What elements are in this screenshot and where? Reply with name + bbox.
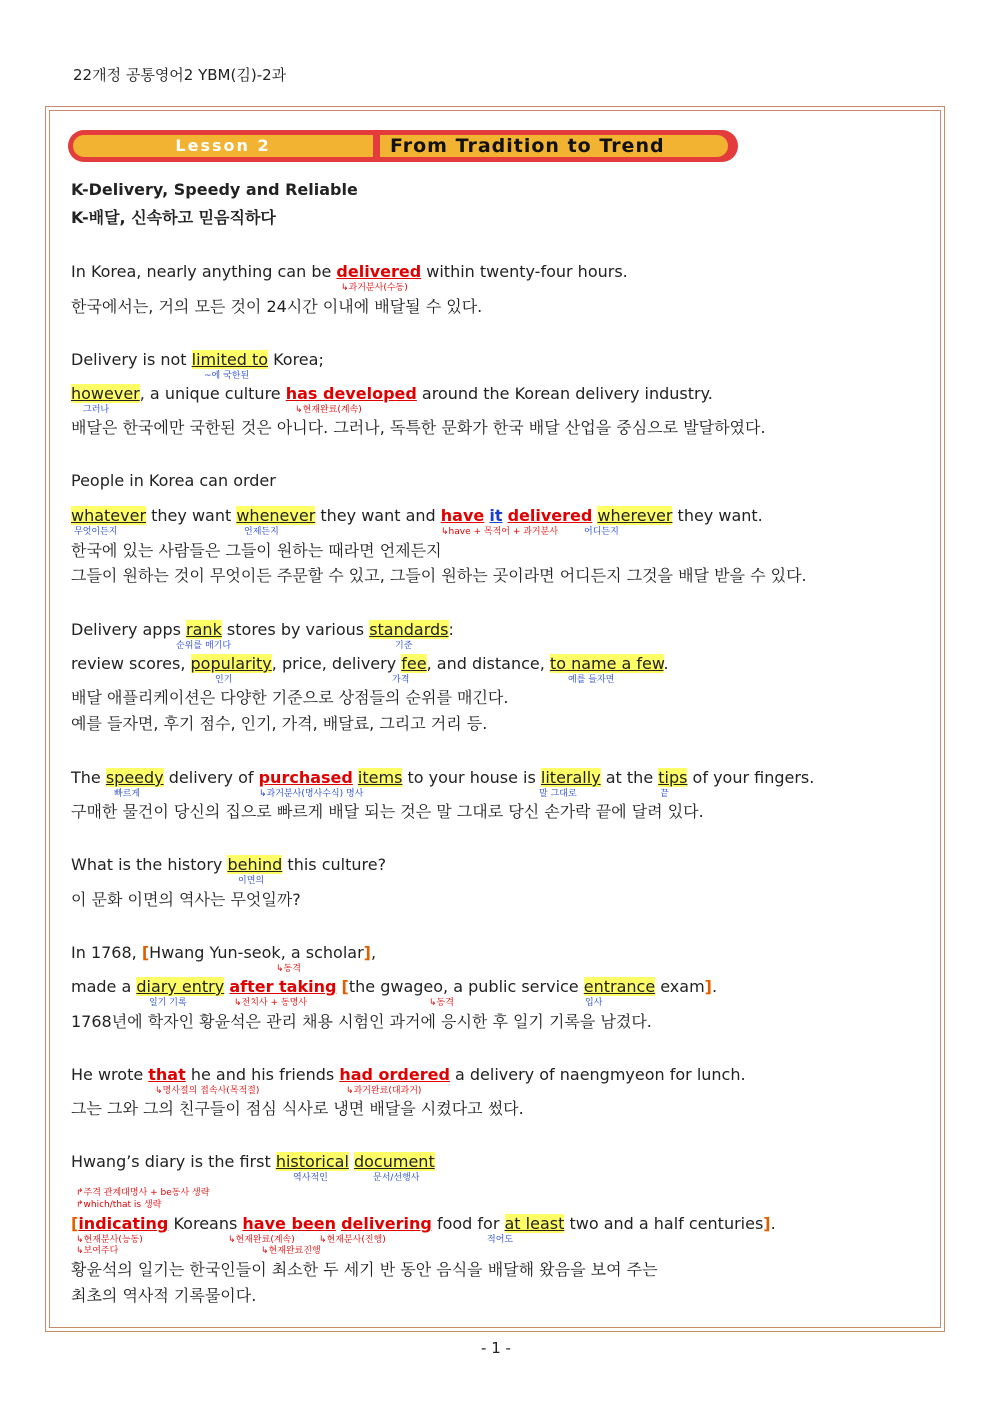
text: a delivery of naengmyeon for lunch. [449, 1065, 746, 1084]
vocab-word: tips [658, 768, 688, 787]
text: the gwageo [348, 977, 444, 996]
bracket: [ [341, 977, 349, 996]
vocab-word: diary entry [136, 977, 225, 996]
sentence-2b [71, 384, 713, 404]
lesson-title: From Tradition to Trend [380, 135, 728, 157]
annotation: ↳have + 목적어 + 과거분사 [441, 527, 559, 537]
translation-3b: 그들이 원하는 것이 무엇이든 주문할 수 있고, 그들이 원하는 곳이라면 어디든지 그것을 배달 받을 수 있다. [71, 566, 807, 585]
page-number: - 1 - [481, 1339, 511, 1357]
bracket: [ [141, 943, 150, 962]
text: , price, delivery [271, 654, 402, 673]
text: at the [600, 768, 659, 787]
annotation: 적어도 [487, 1235, 514, 1245]
translation-8: 그는 그와 그의 친구들이 점심 식사로 냉면 배달을 시켰다고 썼다. [71, 1099, 524, 1118]
bracket: ] [363, 943, 371, 962]
annotation: 끝 [660, 789, 669, 799]
text: around the Korean delivery industry. [416, 384, 713, 403]
translation-7: 1768년에 학자인 황윤석은 관리 채용 시험인 과거에 응시한 후 일기 기록을 남겼다. [71, 1012, 652, 1031]
text: , and distance, [426, 654, 550, 673]
text: exam [655, 977, 705, 996]
sentence-3a: People in Korea can order [71, 471, 276, 490]
text: Hwang Yun-seok [149, 943, 281, 962]
annotation: 빠르게 [114, 789, 141, 799]
annotation: ~에 국한된 [204, 371, 250, 381]
text: within twenty-four hours. [421, 262, 628, 281]
text: . [770, 1214, 776, 1233]
annotation: ↳현재분사(능동) [76, 1235, 143, 1245]
grammar-word: delivering [341, 1214, 432, 1233]
translation-5: 구매한 물건이 당신의 집으로 빠르게 배달 되는 것은 말 그대로 당신 손가락 끝에 달려 있다. [71, 802, 704, 821]
vocab-word: behind [227, 855, 283, 874]
sentence-3b [71, 506, 763, 526]
translation-2: 배달은 한국에만 국한된 것은 아니다. 그러나, 독특한 문화가 한국 배달 산업을 중심으로 발달하였다. [71, 418, 766, 437]
bracket: [ [71, 1214, 79, 1233]
text: , a unique culture [139, 384, 286, 403]
text: this culture? [282, 855, 387, 874]
annotation: 인기 [215, 675, 233, 685]
annotation: ↳현재분사(진행) [319, 1235, 386, 1245]
vocab-word: however [71, 384, 140, 403]
annotation: 그러나 [83, 405, 110, 415]
translation-1: 한국에서는, 거의 모든 것이 24시간 이내에 배달될 수 있다. [71, 297, 483, 316]
text: What is the history [71, 855, 228, 874]
text: . [711, 977, 718, 996]
vocab-word: items [357, 768, 403, 787]
text: : [448, 620, 454, 639]
bracket: ] [763, 1214, 771, 1233]
text: , a public service [443, 977, 584, 996]
annotation: 예를 들자면 [568, 675, 615, 685]
text: of your fingers. [687, 768, 815, 787]
annotation: ↳과거분사(수동) [341, 283, 408, 293]
annotation: 말 그대로 [539, 789, 577, 799]
annotation: ↳현재완료(계속) [228, 1235, 295, 1245]
sentence-2a [71, 350, 324, 370]
grammar-word: delivered [336, 262, 422, 281]
heading-ko: K-배달, 신속하고 믿음직하다 [71, 208, 276, 227]
vocab-word: wherever [597, 506, 673, 525]
text: they want [146, 506, 237, 525]
text: Delivery apps [71, 620, 187, 639]
annotation: ↳동격 [429, 998, 454, 1008]
text: stores by various [221, 620, 370, 639]
sentence-4a [71, 620, 454, 640]
text: delivery of [163, 768, 259, 787]
grammar-word: that [148, 1065, 186, 1084]
text: two and a half centuries [564, 1214, 764, 1233]
sentence-1 [71, 262, 628, 282]
annotation: 무엇이든지 [74, 527, 118, 537]
grammar-word: after taking [229, 977, 337, 996]
text: they want. [672, 506, 763, 525]
vocab-word: standards [369, 620, 449, 639]
annotation: ↳전치사 + 동명사 [234, 998, 307, 1008]
grammar-word: delivered [507, 506, 593, 525]
text: , [370, 943, 377, 962]
object-word: it [489, 506, 503, 525]
sentence-4b [71, 654, 669, 674]
vocab-word: whatever [71, 506, 147, 525]
annotation: 문서/선행사 [373, 1173, 420, 1183]
vocab-word: fee [401, 654, 427, 673]
vocab-word: entrance [583, 977, 656, 996]
translation-4a: 배달 애플리케이션은 다양한 기준으로 상점들의 순위를 매긴다. [71, 688, 509, 707]
annotation: 이면의 [238, 876, 265, 886]
translation-9b: 최초의 역사적 기록물이다. [71, 1286, 257, 1305]
text: In Korea, nearly anything can be [71, 262, 337, 281]
annotation: ↱which/that is 생략 [76, 1200, 162, 1210]
vocab-word: document [353, 1152, 435, 1171]
text: Delivery is not [71, 350, 192, 369]
text: made a [71, 977, 137, 996]
annotation: 기준 [395, 641, 413, 651]
annotation: ↳과거분사(명사수식) 명사 [259, 789, 364, 799]
sentence-9b [71, 1214, 776, 1234]
annotation: 순위를 매기다 [176, 641, 232, 651]
sentence-9a [71, 1152, 435, 1172]
lesson-label: Lesson 2 [73, 135, 373, 157]
grammar-word: have [440, 506, 485, 525]
sentence-7b [71, 977, 717, 997]
text: Koreans [168, 1214, 243, 1233]
text: He wrote [71, 1065, 149, 1084]
vocab-word: at least [504, 1214, 565, 1233]
annotation: ↳동격 [276, 964, 301, 974]
text: , a scholar [280, 943, 364, 962]
text: they want and [315, 506, 441, 525]
annotation: ↳과거완료(대과거) [346, 1086, 422, 1096]
vocab-word: speedy [105, 768, 164, 787]
lesson-banner [68, 130, 738, 162]
translation-4b: 예를 들자면, 후기 점수, 인기, 가격, 배달료, 그리고 거리 등. [71, 714, 488, 733]
text: . [663, 654, 669, 673]
annotation: 어디든지 [584, 527, 619, 537]
sentence-7a [71, 943, 376, 963]
vocab-word: literally [540, 768, 601, 787]
grammar-word: have been [242, 1214, 336, 1233]
grammar-word: has developed [285, 384, 417, 403]
annotation: ↳명사절의 접속사(목적절) [155, 1086, 260, 1096]
text: Hwang’s diary is the first [71, 1152, 276, 1171]
text: The [71, 768, 106, 787]
annotation: 언제든지 [244, 527, 279, 537]
vocab-word: popularity [190, 654, 272, 673]
heading-en: K-Delivery, Speedy and Reliable [71, 180, 358, 199]
vocab-word: rank [186, 620, 222, 639]
annotation: ↱주격 관계대명사 + be동사 생략 [76, 1188, 210, 1198]
text: Korea; [268, 350, 324, 369]
annotation: ↳현재완료(계속) [295, 405, 362, 415]
sentence-8 [71, 1065, 746, 1085]
text: food for [431, 1214, 505, 1233]
annotation: ↳보여주다 [76, 1246, 119, 1256]
grammar-word: purchased [258, 768, 353, 787]
vocab-word: limited to [191, 350, 268, 369]
annotation: 일기 기록 [149, 998, 187, 1008]
translation-3a: 한국에 있는 사람들은 그들이 원하는 때라면 언제든지 [71, 541, 442, 560]
grammar-word: indicating [78, 1214, 169, 1233]
annotation: 가격 [392, 675, 410, 685]
annotation: 입사 [585, 998, 603, 1008]
sentence-5 [71, 768, 814, 788]
page-header: 22개정 공통영어2 YBM(김)-2과 [73, 66, 287, 84]
bracket: ] [704, 977, 712, 996]
translation-6: 이 문화 이면의 역사는 무엇일까? [71, 890, 301, 909]
sentence-6 [71, 855, 386, 875]
vocab-word: to name a few [549, 654, 664, 673]
annotation: 역사적인 [293, 1173, 328, 1183]
grammar-word: had ordered [339, 1065, 450, 1084]
annotation: ↳현재완료진행 [261, 1246, 321, 1256]
vocab-word: whenever [236, 506, 316, 525]
text: he and his friends [185, 1065, 340, 1084]
translation-9a: 황윤석의 일기는 한국인들이 최소한 두 세기 반 동안 음식을 배달해 왔음을 보여 주는 [71, 1260, 658, 1279]
vocab-word: historical [275, 1152, 349, 1171]
text: review scores, [71, 654, 191, 673]
text: to your house is [402, 768, 541, 787]
text: In 1768, [71, 943, 142, 962]
